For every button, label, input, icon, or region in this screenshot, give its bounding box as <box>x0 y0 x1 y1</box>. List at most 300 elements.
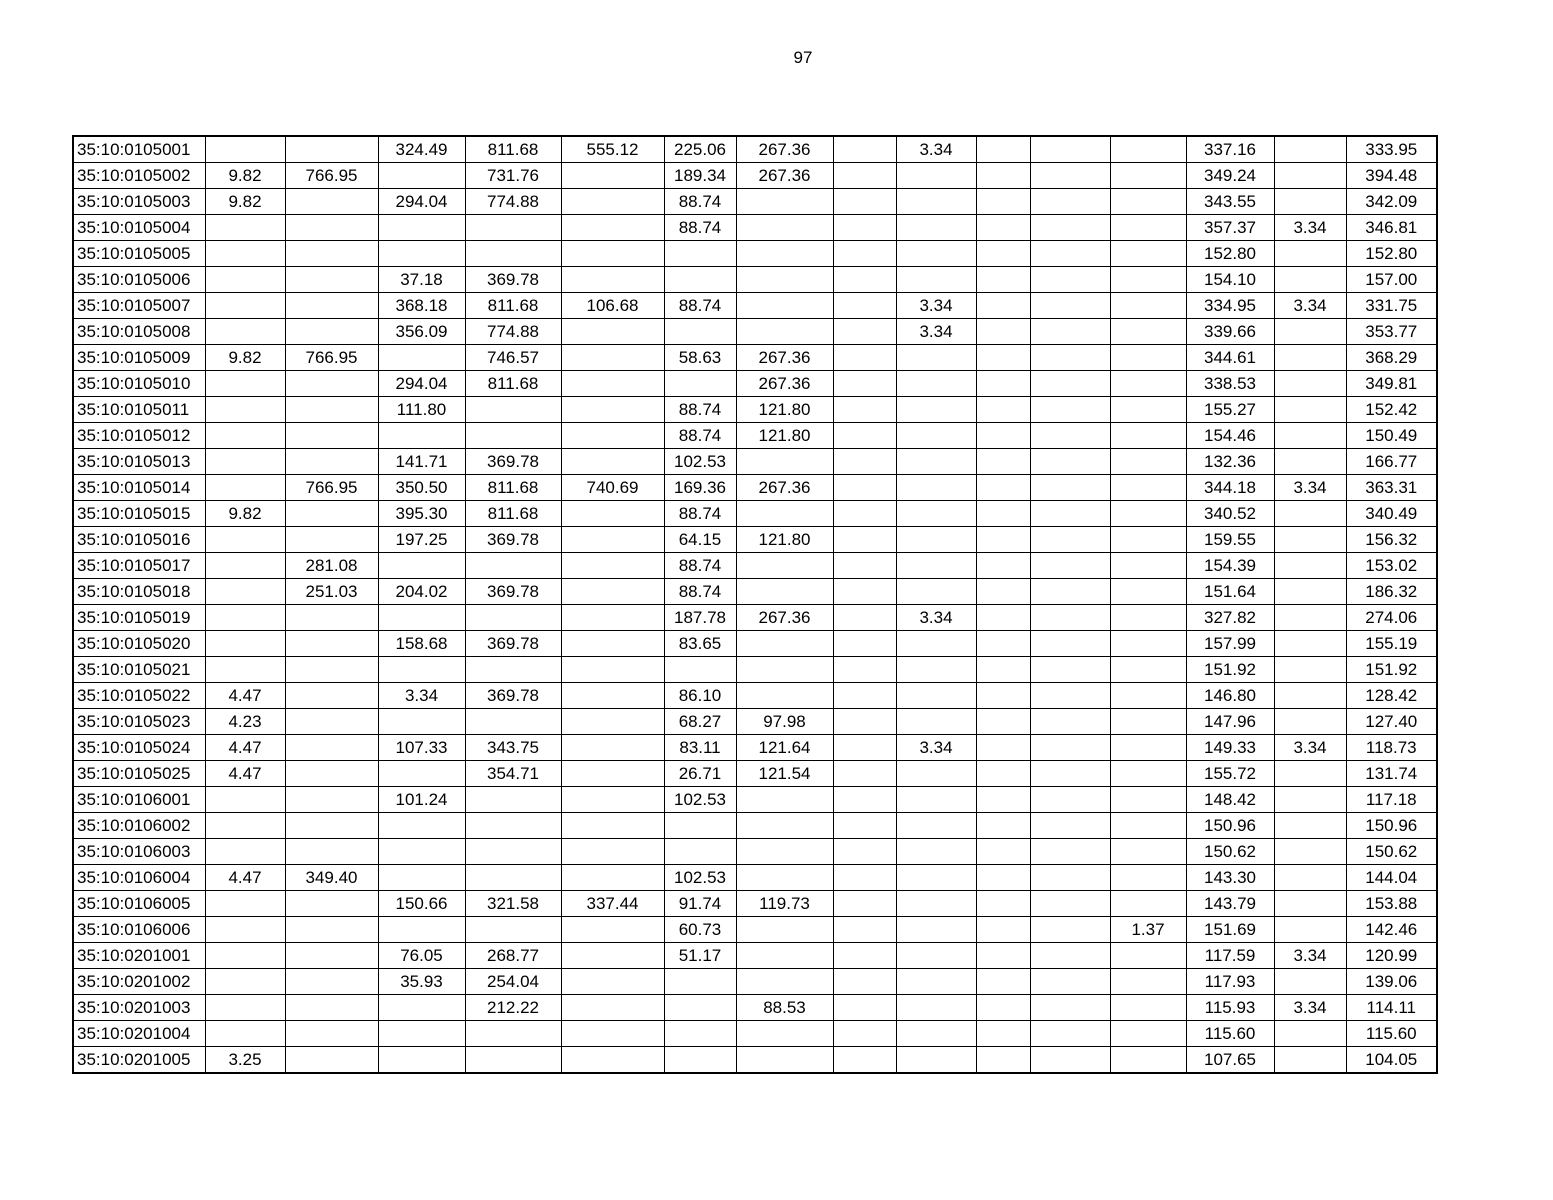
table-cell <box>1110 163 1186 189</box>
table-cell <box>896 1021 976 1047</box>
table-row <box>73 891 1437 917</box>
table-cell <box>736 969 833 995</box>
table-cell <box>896 267 976 293</box>
table-cell <box>378 605 465 631</box>
table-cell: 811.68 <box>465 475 561 501</box>
table-cell <box>1274 501 1346 527</box>
table-cell: 119.73 <box>736 891 833 917</box>
table-cell <box>896 1047 976 1074</box>
table-cell <box>736 917 833 943</box>
table-cell <box>976 735 1030 761</box>
table-cell <box>285 995 378 1021</box>
table-cell: 9.82 <box>205 345 285 371</box>
table-cell <box>833 189 896 215</box>
table-cell <box>285 189 378 215</box>
table-cell: 120.99 <box>1346 943 1437 969</box>
table-cell <box>1030 995 1110 1021</box>
table-cell <box>285 527 378 553</box>
table-cell <box>205 267 285 293</box>
table-cell <box>1030 891 1110 917</box>
table-cell: 746.57 <box>465 345 561 371</box>
table-cell: 251.03 <box>285 579 378 605</box>
table-cell: 811.68 <box>465 136 561 163</box>
table-cell <box>736 657 833 683</box>
table-cell: 369.78 <box>465 631 561 657</box>
table-cell <box>285 891 378 917</box>
table-cell <box>561 215 664 241</box>
table-cell <box>205 215 285 241</box>
table-cell: 91.74 <box>664 891 736 917</box>
table-cell <box>1030 553 1110 579</box>
table-cell: 127.40 <box>1346 709 1437 735</box>
row-id-cell: 35:10:0106003 <box>73 839 205 865</box>
table-cell <box>833 163 896 189</box>
table-cell <box>1110 839 1186 865</box>
table-cell: 51.17 <box>664 943 736 969</box>
table-cell <box>833 345 896 371</box>
table-cell: 3.34 <box>1274 995 1346 1021</box>
table-cell: 344.61 <box>1186 345 1274 371</box>
table-cell <box>285 969 378 995</box>
table-cell <box>896 215 976 241</box>
table-cell <box>1030 371 1110 397</box>
table-cell: 331.75 <box>1346 293 1437 319</box>
table-cell: 774.88 <box>465 319 561 345</box>
table-cell: 349.40 <box>285 865 378 891</box>
row-id-cell: 35:10:0106005 <box>73 891 205 917</box>
table-cell <box>378 215 465 241</box>
table-cell: 204.02 <box>378 579 465 605</box>
table-cell <box>465 709 561 735</box>
table-cell: 811.68 <box>465 293 561 319</box>
table-cell <box>285 761 378 787</box>
table-cell <box>1274 1047 1346 1074</box>
table-cell <box>1030 735 1110 761</box>
table-cell <box>465 241 561 267</box>
table-cell: 88.74 <box>664 397 736 423</box>
table-cell: 64.15 <box>664 527 736 553</box>
table-row <box>73 605 1437 631</box>
table-cell <box>1030 1021 1110 1047</box>
table-cell <box>833 735 896 761</box>
table-cell: 346.81 <box>1346 215 1437 241</box>
table-cell <box>1274 527 1346 553</box>
table-row <box>73 189 1437 215</box>
table-cell <box>833 839 896 865</box>
table-cell <box>561 943 664 969</box>
table-cell: 268.77 <box>465 943 561 969</box>
table-cell <box>976 449 1030 475</box>
table-cell <box>1030 527 1110 553</box>
table-cell <box>1030 917 1110 943</box>
table-cell: 4.47 <box>205 865 285 891</box>
table-cell <box>976 163 1030 189</box>
table-cell <box>664 813 736 839</box>
table-cell <box>1110 189 1186 215</box>
table-row <box>73 683 1437 709</box>
table-cell <box>1110 136 1186 163</box>
table-cell <box>205 553 285 579</box>
table-cell: 118.73 <box>1346 735 1437 761</box>
table-cell <box>465 215 561 241</box>
table-cell <box>736 579 833 605</box>
table-cell <box>561 657 664 683</box>
table-cell <box>896 345 976 371</box>
table-cell <box>1030 683 1110 709</box>
table-cell <box>205 579 285 605</box>
table-cell <box>736 189 833 215</box>
table-cell: 154.46 <box>1186 423 1274 449</box>
table-cell <box>1110 813 1186 839</box>
table-cell <box>1030 709 1110 735</box>
table-cell <box>205 475 285 501</box>
table-cell <box>833 943 896 969</box>
table-cell <box>1110 735 1186 761</box>
table-cell: 101.24 <box>378 787 465 813</box>
table-cell <box>285 1021 378 1047</box>
table-row <box>73 345 1437 371</box>
table-cell <box>285 449 378 475</box>
row-id-cell: 35:10:0105005 <box>73 241 205 267</box>
table-cell <box>833 1021 896 1047</box>
table-cell <box>833 1047 896 1074</box>
table-row <box>73 449 1437 475</box>
table-cell <box>736 319 833 345</box>
table-row <box>73 813 1437 839</box>
table-row <box>73 787 1437 813</box>
table-cell <box>833 241 896 267</box>
table-cell <box>285 371 378 397</box>
table-row <box>73 709 1437 735</box>
table-cell <box>1030 215 1110 241</box>
table-cell <box>205 397 285 423</box>
table-row <box>73 163 1437 189</box>
row-id-cell: 35:10:0105002 <box>73 163 205 189</box>
table-cell: 3.34 <box>896 735 976 761</box>
table-cell: 139.06 <box>1346 969 1437 995</box>
table-cell <box>833 527 896 553</box>
table-cell <box>561 501 664 527</box>
table-cell <box>1030 631 1110 657</box>
table-cell <box>561 267 664 293</box>
table-cell: 327.82 <box>1186 605 1274 631</box>
table-cell <box>561 1047 664 1074</box>
table-cell <box>285 293 378 319</box>
table-cell <box>896 709 976 735</box>
table-row <box>73 917 1437 943</box>
table-cell <box>736 215 833 241</box>
table-cell <box>1030 501 1110 527</box>
table-cell: 151.92 <box>1186 657 1274 683</box>
table-cell: 104.05 <box>1346 1047 1437 1074</box>
table-cell <box>561 579 664 605</box>
table-cell: 68.27 <box>664 709 736 735</box>
table-cell: 349.24 <box>1186 163 1274 189</box>
table-cell <box>465 605 561 631</box>
table-cell <box>1274 579 1346 605</box>
table-cell: 349.81 <box>1346 371 1437 397</box>
table-cell <box>1030 293 1110 319</box>
table-cell <box>1110 1047 1186 1074</box>
table-cell <box>664 839 736 865</box>
table-cell <box>561 839 664 865</box>
table-cell: 334.95 <box>1186 293 1274 319</box>
table-cell <box>561 345 664 371</box>
table-cell: 740.69 <box>561 475 664 501</box>
table-cell: 4.47 <box>205 735 285 761</box>
table-cell: 107.65 <box>1186 1047 1274 1074</box>
table-cell: 369.78 <box>465 267 561 293</box>
table-cell: 811.68 <box>465 501 561 527</box>
table-cell: 1.37 <box>1110 917 1186 943</box>
table-cell <box>833 813 896 839</box>
table-cell: 3.34 <box>896 136 976 163</box>
table-cell <box>976 839 1030 865</box>
table-cell: 102.53 <box>664 865 736 891</box>
table-cell <box>1274 865 1346 891</box>
table-cell <box>896 787 976 813</box>
table-cell <box>465 813 561 839</box>
table-cell <box>896 943 976 969</box>
table-cell: 321.58 <box>465 891 561 917</box>
table-cell <box>1030 189 1110 215</box>
table-cell <box>285 943 378 969</box>
table-cell: 144.04 <box>1346 865 1437 891</box>
row-id-cell: 35:10:0106004 <box>73 865 205 891</box>
table-cell <box>664 969 736 995</box>
table-cell <box>561 449 664 475</box>
table-cell: 151.92 <box>1346 657 1437 683</box>
table-cell <box>561 371 664 397</box>
table-cell <box>976 527 1030 553</box>
table-cell <box>378 995 465 1021</box>
table-cell <box>1274 371 1346 397</box>
table-cell <box>1274 891 1346 917</box>
table-cell <box>1110 293 1186 319</box>
table-cell <box>833 995 896 1021</box>
table-cell <box>1274 241 1346 267</box>
table-cell: 342.09 <box>1346 189 1437 215</box>
table-cell: 4.23 <box>205 709 285 735</box>
table-cell: 811.68 <box>465 371 561 397</box>
table-cell: 225.06 <box>664 136 736 163</box>
table-cell: 189.34 <box>664 163 736 189</box>
table-cell <box>833 579 896 605</box>
row-id-cell: 35:10:0106006 <box>73 917 205 943</box>
table-cell: 150.66 <box>378 891 465 917</box>
table-cell: 267.36 <box>736 163 833 189</box>
table-cell: 157.00 <box>1346 267 1437 293</box>
table-cell <box>561 683 664 709</box>
table-cell <box>833 969 896 995</box>
table-cell <box>1110 371 1186 397</box>
row-id-cell: 35:10:0105007 <box>73 293 205 319</box>
table-row <box>73 136 1437 163</box>
table-cell: 395.30 <box>378 501 465 527</box>
table-row <box>73 579 1437 605</box>
table-row <box>73 1021 1437 1047</box>
table-cell <box>205 527 285 553</box>
table-cell <box>1274 345 1346 371</box>
table-cell <box>833 553 896 579</box>
table-cell: 267.36 <box>736 371 833 397</box>
table-cell: 121.80 <box>736 423 833 449</box>
row-id-cell: 35:10:0105016 <box>73 527 205 553</box>
row-id-cell: 35:10:0105001 <box>73 136 205 163</box>
row-id-cell: 35:10:0105017 <box>73 553 205 579</box>
table-cell <box>1110 657 1186 683</box>
table-cell <box>976 136 1030 163</box>
row-id-cell: 35:10:0105020 <box>73 631 205 657</box>
table-cell <box>1110 475 1186 501</box>
table-cell <box>976 891 1030 917</box>
table-cell <box>664 241 736 267</box>
table-cell <box>976 241 1030 267</box>
table-cell: 353.77 <box>1346 319 1437 345</box>
table-row <box>73 527 1437 553</box>
table-cell: 146.80 <box>1186 683 1274 709</box>
table-cell <box>896 631 976 657</box>
table-cell <box>285 215 378 241</box>
table-cell <box>736 1047 833 1074</box>
table-cell: 166.77 <box>1346 449 1437 475</box>
table-cell: 267.36 <box>736 345 833 371</box>
table-cell <box>378 813 465 839</box>
table-cell: 369.78 <box>465 579 561 605</box>
table-cell: 35.93 <box>378 969 465 995</box>
table-cell <box>736 631 833 657</box>
table-cell <box>1110 215 1186 241</box>
table-cell <box>1274 761 1346 787</box>
table-cell <box>561 735 664 761</box>
table-cell: 121.80 <box>736 397 833 423</box>
table-cell <box>896 475 976 501</box>
table-cell: 337.16 <box>1186 136 1274 163</box>
table-cell <box>378 345 465 371</box>
table-cell: 555.12 <box>561 136 664 163</box>
table-cell: 88.74 <box>664 579 736 605</box>
row-id-cell: 35:10:0201003 <box>73 995 205 1021</box>
table-cell: 102.53 <box>664 787 736 813</box>
table-cell <box>561 163 664 189</box>
table-cell <box>1110 995 1186 1021</box>
table-cell <box>285 423 378 449</box>
table-cell <box>896 579 976 605</box>
table-cell <box>1030 241 1110 267</box>
table-cell: 343.75 <box>465 735 561 761</box>
table-cell <box>1030 267 1110 293</box>
table-cell <box>976 865 1030 891</box>
table-cell <box>896 813 976 839</box>
table-row <box>73 241 1437 267</box>
table-cell: 766.95 <box>285 345 378 371</box>
table-cell <box>205 813 285 839</box>
table-row <box>73 319 1437 345</box>
row-id-cell: 35:10:0201001 <box>73 943 205 969</box>
table-cell <box>205 423 285 449</box>
table-cell <box>1110 631 1186 657</box>
table-cell <box>1110 397 1186 423</box>
table-cell <box>736 267 833 293</box>
table-cell <box>1110 865 1186 891</box>
table-cell <box>1030 761 1110 787</box>
table-cell: 3.34 <box>896 605 976 631</box>
table-cell <box>976 709 1030 735</box>
table-cell <box>833 657 896 683</box>
table-cell <box>465 865 561 891</box>
table-cell <box>896 449 976 475</box>
table-cell <box>833 709 896 735</box>
table-cell <box>736 813 833 839</box>
table-cell <box>561 397 664 423</box>
table-cell: 153.88 <box>1346 891 1437 917</box>
table-cell <box>976 761 1030 787</box>
table-cell <box>664 1047 736 1074</box>
table-cell <box>561 527 664 553</box>
table-cell: 343.55 <box>1186 189 1274 215</box>
row-id-cell: 35:10:0105008 <box>73 319 205 345</box>
table-cell <box>736 501 833 527</box>
table-cell <box>205 319 285 345</box>
table-cell <box>1274 319 1346 345</box>
table-cell <box>896 657 976 683</box>
table-cell: 274.06 <box>1346 605 1437 631</box>
table-cell: 155.72 <box>1186 761 1274 787</box>
table-cell <box>833 917 896 943</box>
table-row <box>73 267 1437 293</box>
table-cell <box>561 969 664 995</box>
table-cell <box>1030 449 1110 475</box>
table-cell <box>896 761 976 787</box>
table-cell <box>205 891 285 917</box>
table-cell <box>1030 345 1110 371</box>
table-cell: 9.82 <box>205 163 285 189</box>
table-cell: 339.66 <box>1186 319 1274 345</box>
table-cell <box>833 891 896 917</box>
table-cell: 88.74 <box>664 423 736 449</box>
table-cell <box>378 423 465 449</box>
table-cell: 107.33 <box>378 735 465 761</box>
table-cell: 132.36 <box>1186 449 1274 475</box>
table-cell: 187.78 <box>664 605 736 631</box>
table-cell <box>561 423 664 449</box>
table-cell: 159.55 <box>1186 527 1274 553</box>
table-cell <box>205 839 285 865</box>
row-id-cell: 35:10:0105021 <box>73 657 205 683</box>
table-cell <box>664 995 736 1021</box>
table-cell <box>1110 891 1186 917</box>
table-cell <box>1030 839 1110 865</box>
table-cell: 155.19 <box>1346 631 1437 657</box>
table-cell <box>896 163 976 189</box>
table-cell: 337.44 <box>561 891 664 917</box>
table-cell <box>205 969 285 995</box>
table-cell <box>1030 1047 1110 1074</box>
table-cell <box>1030 813 1110 839</box>
table-row <box>73 631 1437 657</box>
table-cell: 731.76 <box>465 163 561 189</box>
table-cell <box>1274 839 1346 865</box>
table-cell <box>285 917 378 943</box>
table-cell <box>465 1021 561 1047</box>
row-id-cell: 35:10:0105023 <box>73 709 205 735</box>
table-cell <box>1274 605 1346 631</box>
table-cell <box>561 865 664 891</box>
row-id-cell: 35:10:0105022 <box>73 683 205 709</box>
table-cell <box>976 605 1030 631</box>
table-cell <box>833 865 896 891</box>
table-cell <box>976 579 1030 605</box>
